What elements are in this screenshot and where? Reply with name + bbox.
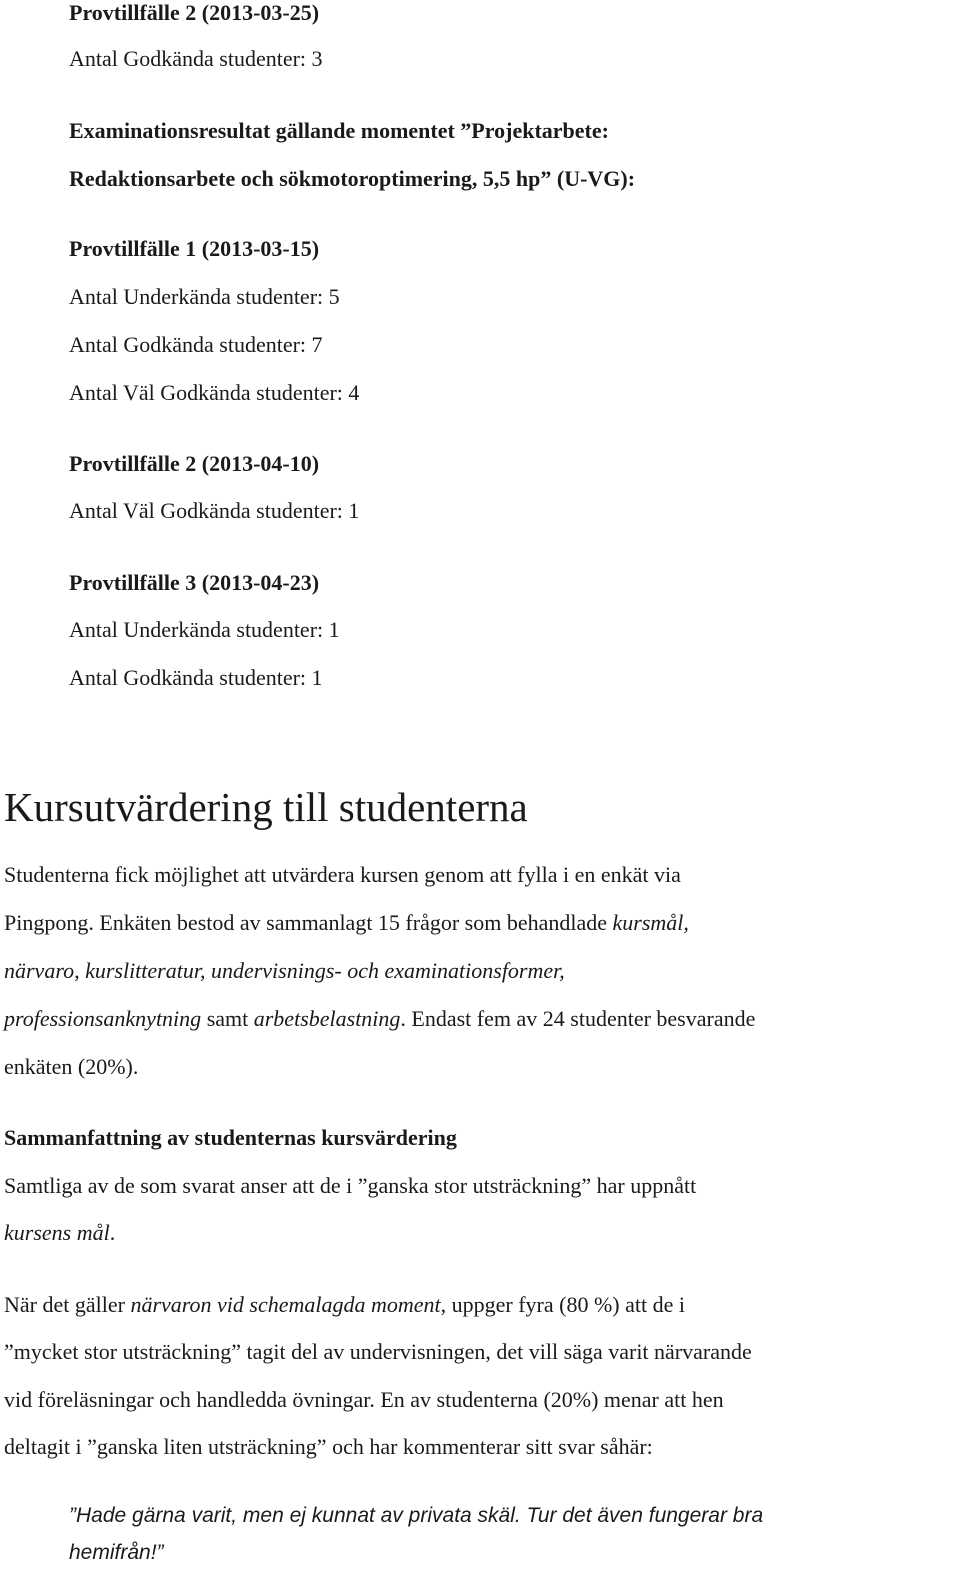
attendance-line1-text1: När det gäller bbox=[4, 1292, 131, 1317]
exam1-p2-godkanda: Antal Godkända studenter: 3 bbox=[69, 46, 323, 71]
evaluation-title: Kursutvärdering till studenterna bbox=[4, 784, 528, 830]
exam2-heading-line1: Examinationsresultat gällande momentet ”Projektarbete: bbox=[69, 118, 609, 143]
evaluation-p1-line3-emphasis: närvaro, kurslitteratur, undervisnings- och examinationsformer, bbox=[4, 958, 565, 983]
attendance-line4: deltagit i ”ganska liten utsträckning” och har kommenterar sitt svar såhär: bbox=[4, 1434, 653, 1459]
summary-line2-emphasis: kursens mål bbox=[4, 1220, 110, 1245]
attendance-line1-emphasis: närvaron vid schemalagda moment bbox=[130, 1292, 441, 1317]
summary-line2-text: . bbox=[109, 1220, 116, 1245]
attendance-line2: ”mycket stor utsträckning” tagit del av undervisningen, det vill säga varit närvarande bbox=[4, 1339, 752, 1364]
evaluation-p1-line5: enkäten (20%). bbox=[4, 1054, 139, 1079]
summary-line1: Samtliga av de som svarat anser att de i ”ganska stor utsträckning” har uppnått bbox=[4, 1173, 697, 1198]
exam2-p3-underkanda: Antal Underkända studenter: 1 bbox=[69, 617, 340, 642]
evaluation-p1-line4 bbox=[4, 1006, 755, 1032]
evaluation-p1-line1: Studenterna fick möjlighet att utvärdera kursen genom att fylla i en enkät via bbox=[4, 862, 681, 887]
summary-heading: Sammanfattning av studenternas kursvärdering bbox=[4, 1125, 457, 1150]
quote-line1: ”Hade gärna varit, men ej kunnat av privata skäl. Tur det även fungerar bra bbox=[69, 1504, 764, 1527]
exam1-p2-heading: Provtillfälle 2 (2013-03-25) bbox=[69, 0, 320, 25]
evaluation-p1-line2 bbox=[4, 910, 689, 936]
evaluation-p1-line3 bbox=[4, 958, 565, 984]
evaluation-p1-line2-emphasis: kursmål, bbox=[612, 910, 689, 935]
exam2-heading-line2: Redaktionsarbete och sökmotoroptimering, 5,5 hp” (U-VG): bbox=[69, 166, 636, 191]
evaluation-p1-line2-text: Pingpong. Enkäten bestod av sammanlagt 15 frågor som behandlade bbox=[4, 910, 613, 935]
attendance-line3: vid föreläsningar och handledda övningar. En av studenterna (20%) menar att hen bbox=[4, 1387, 724, 1412]
exam2-p1-val-godkanda: Antal Väl Godkända studenter: 4 bbox=[69, 380, 360, 405]
evaluation-p1-line4-emphasis1: professionsanknytning bbox=[4, 1006, 202, 1031]
exam2-p1-heading: Provtillfälle 1 (2013-03-15) bbox=[69, 236, 320, 261]
exam2-p3-godkanda: Antal Godkända studenter: 1 bbox=[69, 665, 323, 690]
evaluation-p1-line4-emphasis2: arbetsbelastning bbox=[253, 1006, 401, 1031]
exam2-p1-godkanda: Antal Godkända studenter: 7 bbox=[69, 332, 323, 357]
evaluation-p1-line4-text2: . Endast fem av 24 studenter besvarande bbox=[400, 1006, 756, 1031]
quote-line2: hemifrån!” bbox=[69, 1541, 164, 1564]
summary-line2 bbox=[4, 1220, 115, 1246]
exam2-p2-val-godkanda: Antal Väl Godkända studenter: 1 bbox=[69, 498, 360, 523]
exam2-p2-heading: Provtillfälle 2 (2013-04-10) bbox=[69, 451, 320, 476]
attendance-line1-text2: , uppger fyra (80 %) att de i bbox=[440, 1292, 685, 1317]
evaluation-p1-line4-text1: samt bbox=[201, 1006, 254, 1031]
exam2-p3-heading: Provtillfälle 3 (2013-04-23) bbox=[69, 570, 320, 595]
exam2-p1-underkanda: Antal Underkända studenter: 5 bbox=[69, 284, 340, 309]
attendance-line1 bbox=[4, 1292, 685, 1318]
